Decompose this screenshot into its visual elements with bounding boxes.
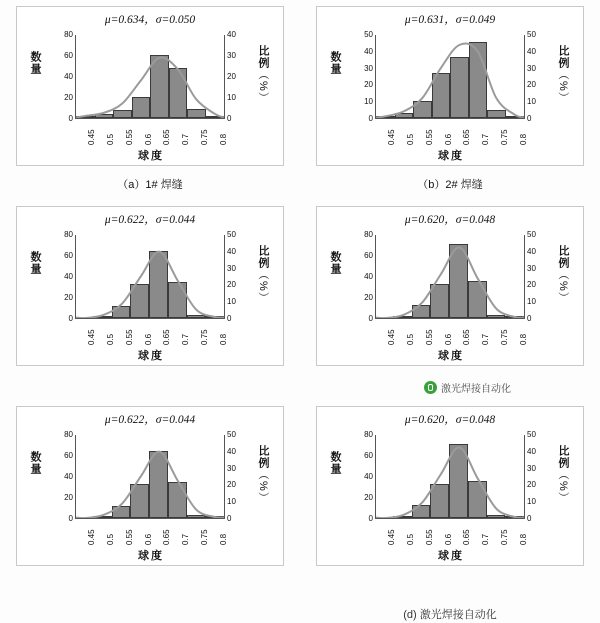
- chart-cell-f: [300, 400, 600, 623]
- bar-series-f: [376, 435, 524, 518]
- bar: [93, 316, 112, 318]
- y-tick-left: 40: [64, 72, 73, 81]
- bar: [393, 516, 412, 518]
- watermark: [424, 380, 511, 395]
- chart-cell-c: [0, 200, 300, 400]
- bar: [505, 516, 524, 518]
- bar: [412, 305, 431, 318]
- y-tick-left: 30: [364, 63, 373, 73]
- bar: [95, 114, 114, 118]
- x-tick: 0.65: [162, 529, 172, 545]
- y-axis-label-right-unit-d: （%）: [557, 269, 569, 304]
- y-tick-left: 60: [64, 51, 73, 60]
- x-tick: 0.75: [199, 129, 209, 145]
- bar: [413, 101, 432, 118]
- x-tick: 0.5: [106, 133, 116, 145]
- y-tick-right: 40: [227, 30, 236, 39]
- y-tick-left: 60: [364, 451, 373, 460]
- y-tick-right: 20: [527, 280, 536, 290]
- y-axis-ticks-right-e: [227, 429, 253, 525]
- y-tick-right: 20: [527, 80, 536, 90]
- bar: [149, 251, 168, 318]
- y-tick-left: 0: [368, 514, 373, 523]
- x-tick: 0.7: [181, 533, 191, 545]
- chart-panel-a: [16, 6, 284, 166]
- y-tick-right: 30: [227, 51, 236, 60]
- x-tick: 0.65: [462, 529, 472, 545]
- y-tick-right: 10: [227, 297, 236, 307]
- bar-series-c: [76, 235, 224, 318]
- bar-series-e: [76, 435, 224, 518]
- x-tick: 0.55: [424, 329, 434, 345]
- x-tick: 0.8: [218, 533, 228, 545]
- x-axis-label-c: 球度: [138, 350, 164, 362]
- chart-panel-e: [16, 406, 284, 566]
- x-tick: 0.75: [199, 529, 209, 545]
- y-axis-label-right-text-d: 比例: [557, 245, 569, 269]
- y-tick-left: 0: [68, 314, 73, 323]
- x-tick: 0.65: [462, 129, 472, 145]
- x-tick: 0.75: [499, 329, 509, 345]
- watermark-text: 激光焊接自动化: [441, 384, 511, 395]
- bar: [487, 315, 506, 318]
- y-axis-label-right-text-a: 比例: [257, 45, 269, 69]
- y-tick-left: 80: [364, 430, 373, 439]
- plot-area-f: [375, 435, 525, 519]
- y-tick-left: 20: [364, 493, 373, 502]
- bar: [395, 113, 414, 118]
- bar-series-b: [376, 35, 524, 118]
- bar: [76, 116, 95, 118]
- bar: [468, 281, 487, 318]
- bar: [130, 284, 149, 318]
- y-tick-right: 30: [527, 63, 536, 73]
- x-tick: 0.75: [499, 129, 509, 145]
- chart-title-f: μ=0.620，σ=0.048: [404, 414, 496, 426]
- bar: [130, 484, 149, 518]
- plot-area-c: [75, 235, 225, 319]
- x-tick: 0.45: [87, 329, 97, 345]
- y-tick-right: 0: [227, 114, 232, 123]
- x-tick: 0.6: [143, 333, 153, 345]
- chart-title-c: μ=0.622，σ=0.044: [104, 214, 196, 226]
- x-tick: 0.7: [481, 533, 491, 545]
- y-tick-left: 40: [364, 46, 373, 56]
- y-tick-right: 40: [227, 446, 236, 456]
- x-tick: 0.45: [87, 129, 97, 145]
- x-tick: 0.5: [106, 333, 116, 345]
- y-tick-right: 0: [227, 514, 232, 523]
- y-tick-right: 10: [527, 297, 536, 307]
- x-tick: 0.6: [443, 533, 453, 545]
- y-axis-label-left-e: 数量: [29, 451, 41, 475]
- y-axis-label-right-unit-e: （%）: [257, 469, 269, 504]
- chart-title-e: μ=0.622，σ=0.044: [104, 414, 196, 426]
- x-tick: 0.8: [218, 333, 228, 345]
- y-axis-ticks-left-c: [47, 229, 73, 325]
- bar: [149, 451, 168, 518]
- bar: [206, 116, 225, 118]
- x-axis-label-d: 球度: [438, 350, 464, 362]
- y-axis-label-right-e: [255, 445, 275, 504]
- y-axis-label-right-unit-f: （%）: [557, 469, 569, 504]
- bar: [187, 315, 206, 318]
- bar: [393, 316, 412, 318]
- bar: [169, 68, 188, 118]
- y-tick-right: 40: [527, 446, 536, 456]
- x-tick: 0.55: [424, 129, 434, 145]
- x-tick: 0.5: [406, 533, 416, 545]
- bar: [487, 515, 506, 518]
- x-tick: 0.6: [143, 133, 153, 145]
- y-axis-label-left-f: 数量: [329, 451, 341, 475]
- y-tick-right: 30: [227, 463, 236, 473]
- y-axis-label-right-d: [555, 245, 575, 304]
- chart-panel-d: [316, 206, 584, 366]
- chart-panel-c: [16, 206, 284, 366]
- x-tick: 0.55: [124, 329, 134, 345]
- y-axis-label-right-unit-a: （%）: [257, 69, 269, 104]
- bar: [468, 481, 487, 518]
- bar: [449, 444, 468, 518]
- y-tick-left: 20: [64, 93, 73, 102]
- x-tick: 0.65: [462, 329, 472, 345]
- y-tick-right: 30: [227, 263, 236, 273]
- bar: [450, 57, 469, 118]
- bar: [449, 244, 468, 318]
- y-axis-ticks-left-f: [347, 429, 373, 525]
- y-axis-ticks-right-d: [527, 229, 553, 325]
- y-tick-left: 0: [68, 114, 73, 123]
- bar: [187, 109, 206, 118]
- chart-panel-b: [316, 6, 584, 166]
- x-tick: 0.5: [406, 133, 416, 145]
- x-tick: 0.6: [443, 133, 453, 145]
- y-tick-left: 60: [364, 251, 373, 260]
- bar: [112, 306, 131, 318]
- y-tick-left: 10: [364, 97, 373, 107]
- y-axis-ticks-right-b: [527, 29, 553, 125]
- chart-panel-f: [316, 406, 584, 566]
- bar: [93, 516, 112, 518]
- caption-b: （b）2# 焊缝: [417, 179, 483, 191]
- y-axis-ticks-right-f: [527, 429, 553, 525]
- y-axis-label-right-text-f: 比例: [557, 445, 569, 469]
- y-tick-right: 10: [227, 497, 236, 507]
- bar: [430, 484, 449, 518]
- y-axis-label-right-text-b: 比例: [557, 45, 569, 69]
- caption-a: （a）1# 焊缝: [117, 179, 183, 191]
- chart-cell-a: [0, 0, 300, 200]
- y-axis-label-right-unit-c: （%）: [257, 269, 269, 304]
- y-tick-left: 60: [64, 251, 73, 260]
- bar: [187, 515, 206, 518]
- y-tick-right: 30: [527, 263, 536, 273]
- x-tick: 0.5: [406, 333, 416, 345]
- y-tick-left: 20: [364, 293, 373, 302]
- plot-area-b: [375, 35, 525, 119]
- y-tick-left: 60: [64, 451, 73, 460]
- chart-cell-e: [0, 400, 300, 623]
- chart-cell-d: [300, 200, 600, 400]
- x-axis-label-a: 球度: [138, 150, 164, 162]
- y-tick-left: 20: [64, 293, 73, 302]
- x-tick: 0.45: [387, 529, 397, 545]
- x-tick: 0.7: [181, 333, 191, 345]
- bar: [487, 110, 506, 118]
- y-tick-right: 20: [227, 480, 236, 490]
- x-axis-label-e: 球度: [138, 550, 164, 562]
- x-tick: 0.7: [181, 133, 191, 145]
- y-axis-ticks-left-a: [47, 29, 73, 125]
- y-axis-label-right-f: [555, 445, 575, 504]
- y-tick-left: 40: [364, 272, 373, 281]
- x-tick: 0.8: [518, 533, 528, 545]
- x-tick: 0.8: [518, 333, 528, 345]
- x-tick: 0.55: [424, 529, 434, 545]
- bar: [150, 55, 169, 118]
- y-axis-label-right-c: [255, 245, 275, 304]
- bottom-caption: (d) 激光焊接自动化: [403, 609, 497, 621]
- bar: [412, 505, 431, 518]
- y-tick-left: 80: [364, 230, 373, 239]
- x-tick: 0.65: [162, 129, 172, 145]
- y-axis-label-left-d: 数量: [329, 251, 341, 275]
- y-tick-right: 20: [527, 480, 536, 490]
- x-tick: 0.7: [481, 133, 491, 145]
- plot-area-e: [75, 435, 225, 519]
- x-axis-label-b: 球度: [438, 150, 464, 162]
- x-tick: 0.45: [87, 529, 97, 545]
- y-axis-label-right-a: [255, 45, 275, 104]
- bar: [168, 482, 187, 518]
- y-tick-right: 0: [527, 514, 532, 523]
- y-tick-left: 80: [64, 30, 73, 39]
- y-tick-right: 20: [227, 280, 236, 290]
- y-tick-right: 50: [227, 230, 236, 239]
- chart-title-d: μ=0.620，σ=0.048: [404, 214, 496, 226]
- y-tick-right: 0: [527, 114, 532, 123]
- plot-area-d: [375, 235, 525, 319]
- bar: [376, 116, 395, 118]
- x-tick: 0.45: [387, 129, 397, 145]
- y-axis-ticks-left-d: [347, 229, 373, 325]
- y-tick-right: 50: [227, 430, 236, 439]
- plot-area-a: [75, 35, 225, 119]
- y-tick-left: 0: [68, 514, 73, 523]
- y-axis-label-right-b: [555, 45, 575, 104]
- bar: [112, 506, 131, 518]
- chart-title-b: μ=0.631，σ=0.049: [404, 14, 496, 26]
- y-tick-right: 10: [527, 97, 536, 107]
- bar: [113, 110, 132, 118]
- y-tick-left: 80: [64, 230, 73, 239]
- x-tick: 0.8: [518, 133, 528, 145]
- y-tick-left: 40: [364, 472, 373, 481]
- y-tick-left: 40: [64, 272, 73, 281]
- y-tick-right: 30: [527, 463, 536, 473]
- y-tick-right: 10: [527, 497, 536, 507]
- x-tick: 0.8: [218, 133, 228, 145]
- y-axis-label-right-text-e: 比例: [257, 445, 269, 469]
- y-tick-right: 40: [227, 246, 236, 256]
- bar: [430, 284, 449, 318]
- x-tick: 0.65: [162, 329, 172, 345]
- chart-title-a: μ=0.634，σ=0.050: [104, 14, 196, 26]
- y-axis-label-left-c: 数量: [29, 251, 41, 275]
- x-axis-label-f: 球度: [438, 550, 464, 562]
- y-tick-right: 50: [527, 230, 536, 239]
- y-tick-left: 0: [368, 114, 373, 123]
- x-tick: 0.75: [499, 529, 509, 545]
- y-axis-ticks-left-e: [47, 429, 73, 525]
- y-tick-left: 40: [64, 472, 73, 481]
- x-tick: 0.6: [443, 333, 453, 345]
- y-axis-label-left-a: 数量: [29, 51, 41, 75]
- bar: [505, 316, 524, 318]
- bar-series-a: [76, 35, 224, 118]
- chart-cell-b: [300, 0, 600, 200]
- bar: [132, 97, 151, 118]
- bar: [205, 516, 224, 518]
- y-tick-left: 50: [364, 30, 373, 39]
- x-tick: 0.55: [124, 129, 134, 145]
- bar: [432, 73, 451, 118]
- bar: [168, 282, 187, 318]
- x-tick: 0.75: [199, 329, 209, 345]
- y-tick-left: 20: [64, 493, 73, 502]
- y-tick-left: 0: [368, 314, 373, 323]
- x-tick: 0.5: [106, 533, 116, 545]
- x-tick: 0.55: [124, 529, 134, 545]
- x-tick: 0.7: [481, 333, 491, 345]
- y-axis-label-right-unit-b: （%）: [557, 69, 569, 104]
- y-tick-left: 20: [364, 80, 373, 90]
- y-tick-right: 0: [227, 314, 232, 323]
- bar: [506, 116, 525, 118]
- x-tick: 0.45: [387, 329, 397, 345]
- y-tick-right: 10: [227, 93, 236, 102]
- y-tick-right: 50: [527, 30, 536, 39]
- bar-series-d: [376, 235, 524, 318]
- bar: [469, 42, 488, 118]
- y-tick-right: 0: [527, 314, 532, 323]
- watermark-logo-icon: [424, 381, 437, 394]
- y-axis-ticks-right-a: [227, 29, 253, 125]
- y-tick-right: 50: [527, 430, 536, 439]
- y-tick-left: 80: [64, 430, 73, 439]
- y-axis-label-right-text-c: 比例: [257, 245, 269, 269]
- y-axis-label-left-b: 数量: [329, 51, 341, 75]
- x-tick: 0.6: [143, 533, 153, 545]
- y-axis-ticks-left-b: [347, 29, 373, 125]
- y-tick-right: 20: [227, 72, 236, 81]
- y-tick-right: 40: [527, 46, 536, 56]
- bar: [205, 316, 224, 318]
- y-axis-ticks-right-c: [227, 229, 253, 325]
- y-tick-right: 40: [527, 246, 536, 256]
